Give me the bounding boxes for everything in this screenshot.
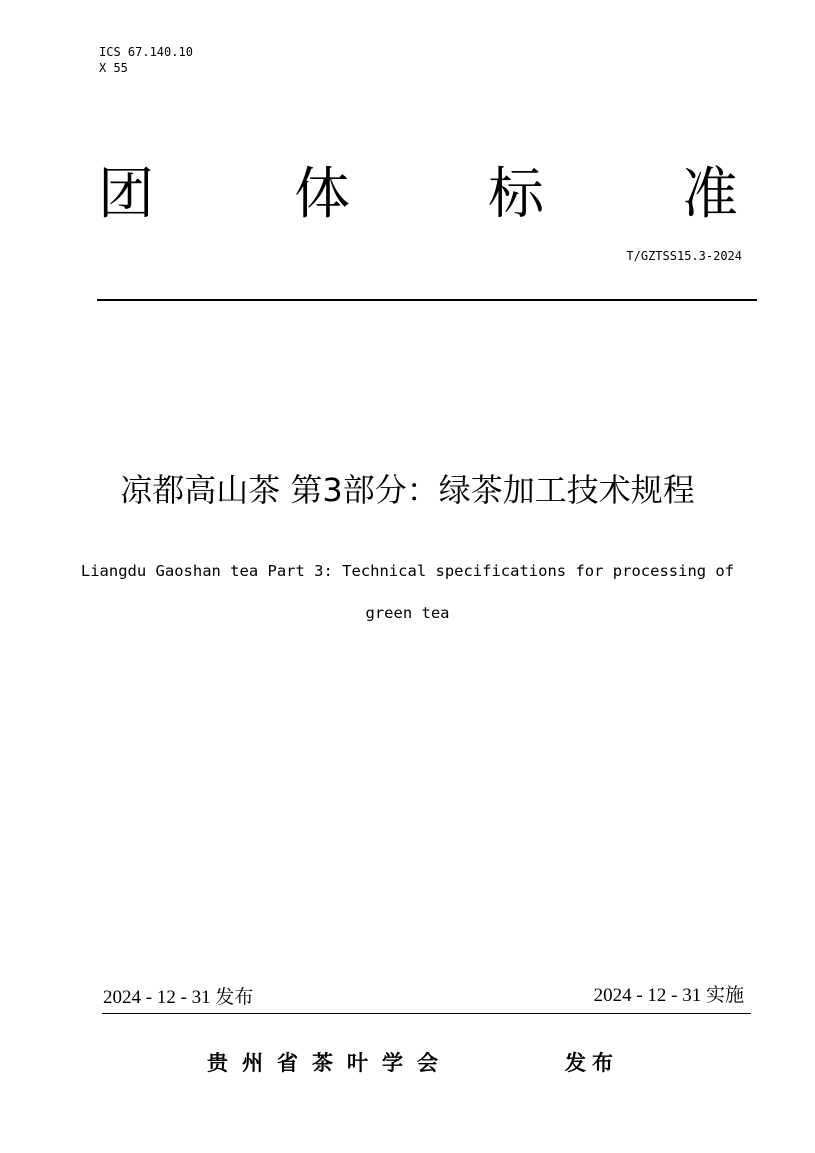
standard-type-char-1: 团 [98,162,154,227]
footer-divider [102,1013,751,1014]
issuing-organization: 贵州省茶叶学会 [207,1051,452,1075]
publish-date: 2024 - 12 - 31 发布 [103,987,254,1008]
standard-type-char-3: 标 [488,162,544,227]
ccs-code: X 55 [99,61,128,75]
standard-type-char-4: 准 [682,162,738,227]
header-divider [97,299,757,301]
document-title-english: Liangdu Gaoshan tea Part 3: Technical specifications for processing of green tea [80,562,735,622]
ics-code: ICS 67.140.10 [99,45,193,59]
standard-type-heading [98,160,740,230]
implement-date: 2024 - 12 - 31 实施 [593,985,744,1006]
issue-label: 发布 [565,1051,619,1075]
document-title-chinese: 凉都高山茶 第3部分：绿茶加工技术规程 [120,471,695,509]
classification-codes [99,44,193,76]
standard-code: T/GZTSS15.3-2024 [626,249,742,263]
standard-type-char-2: 体 [294,162,350,227]
